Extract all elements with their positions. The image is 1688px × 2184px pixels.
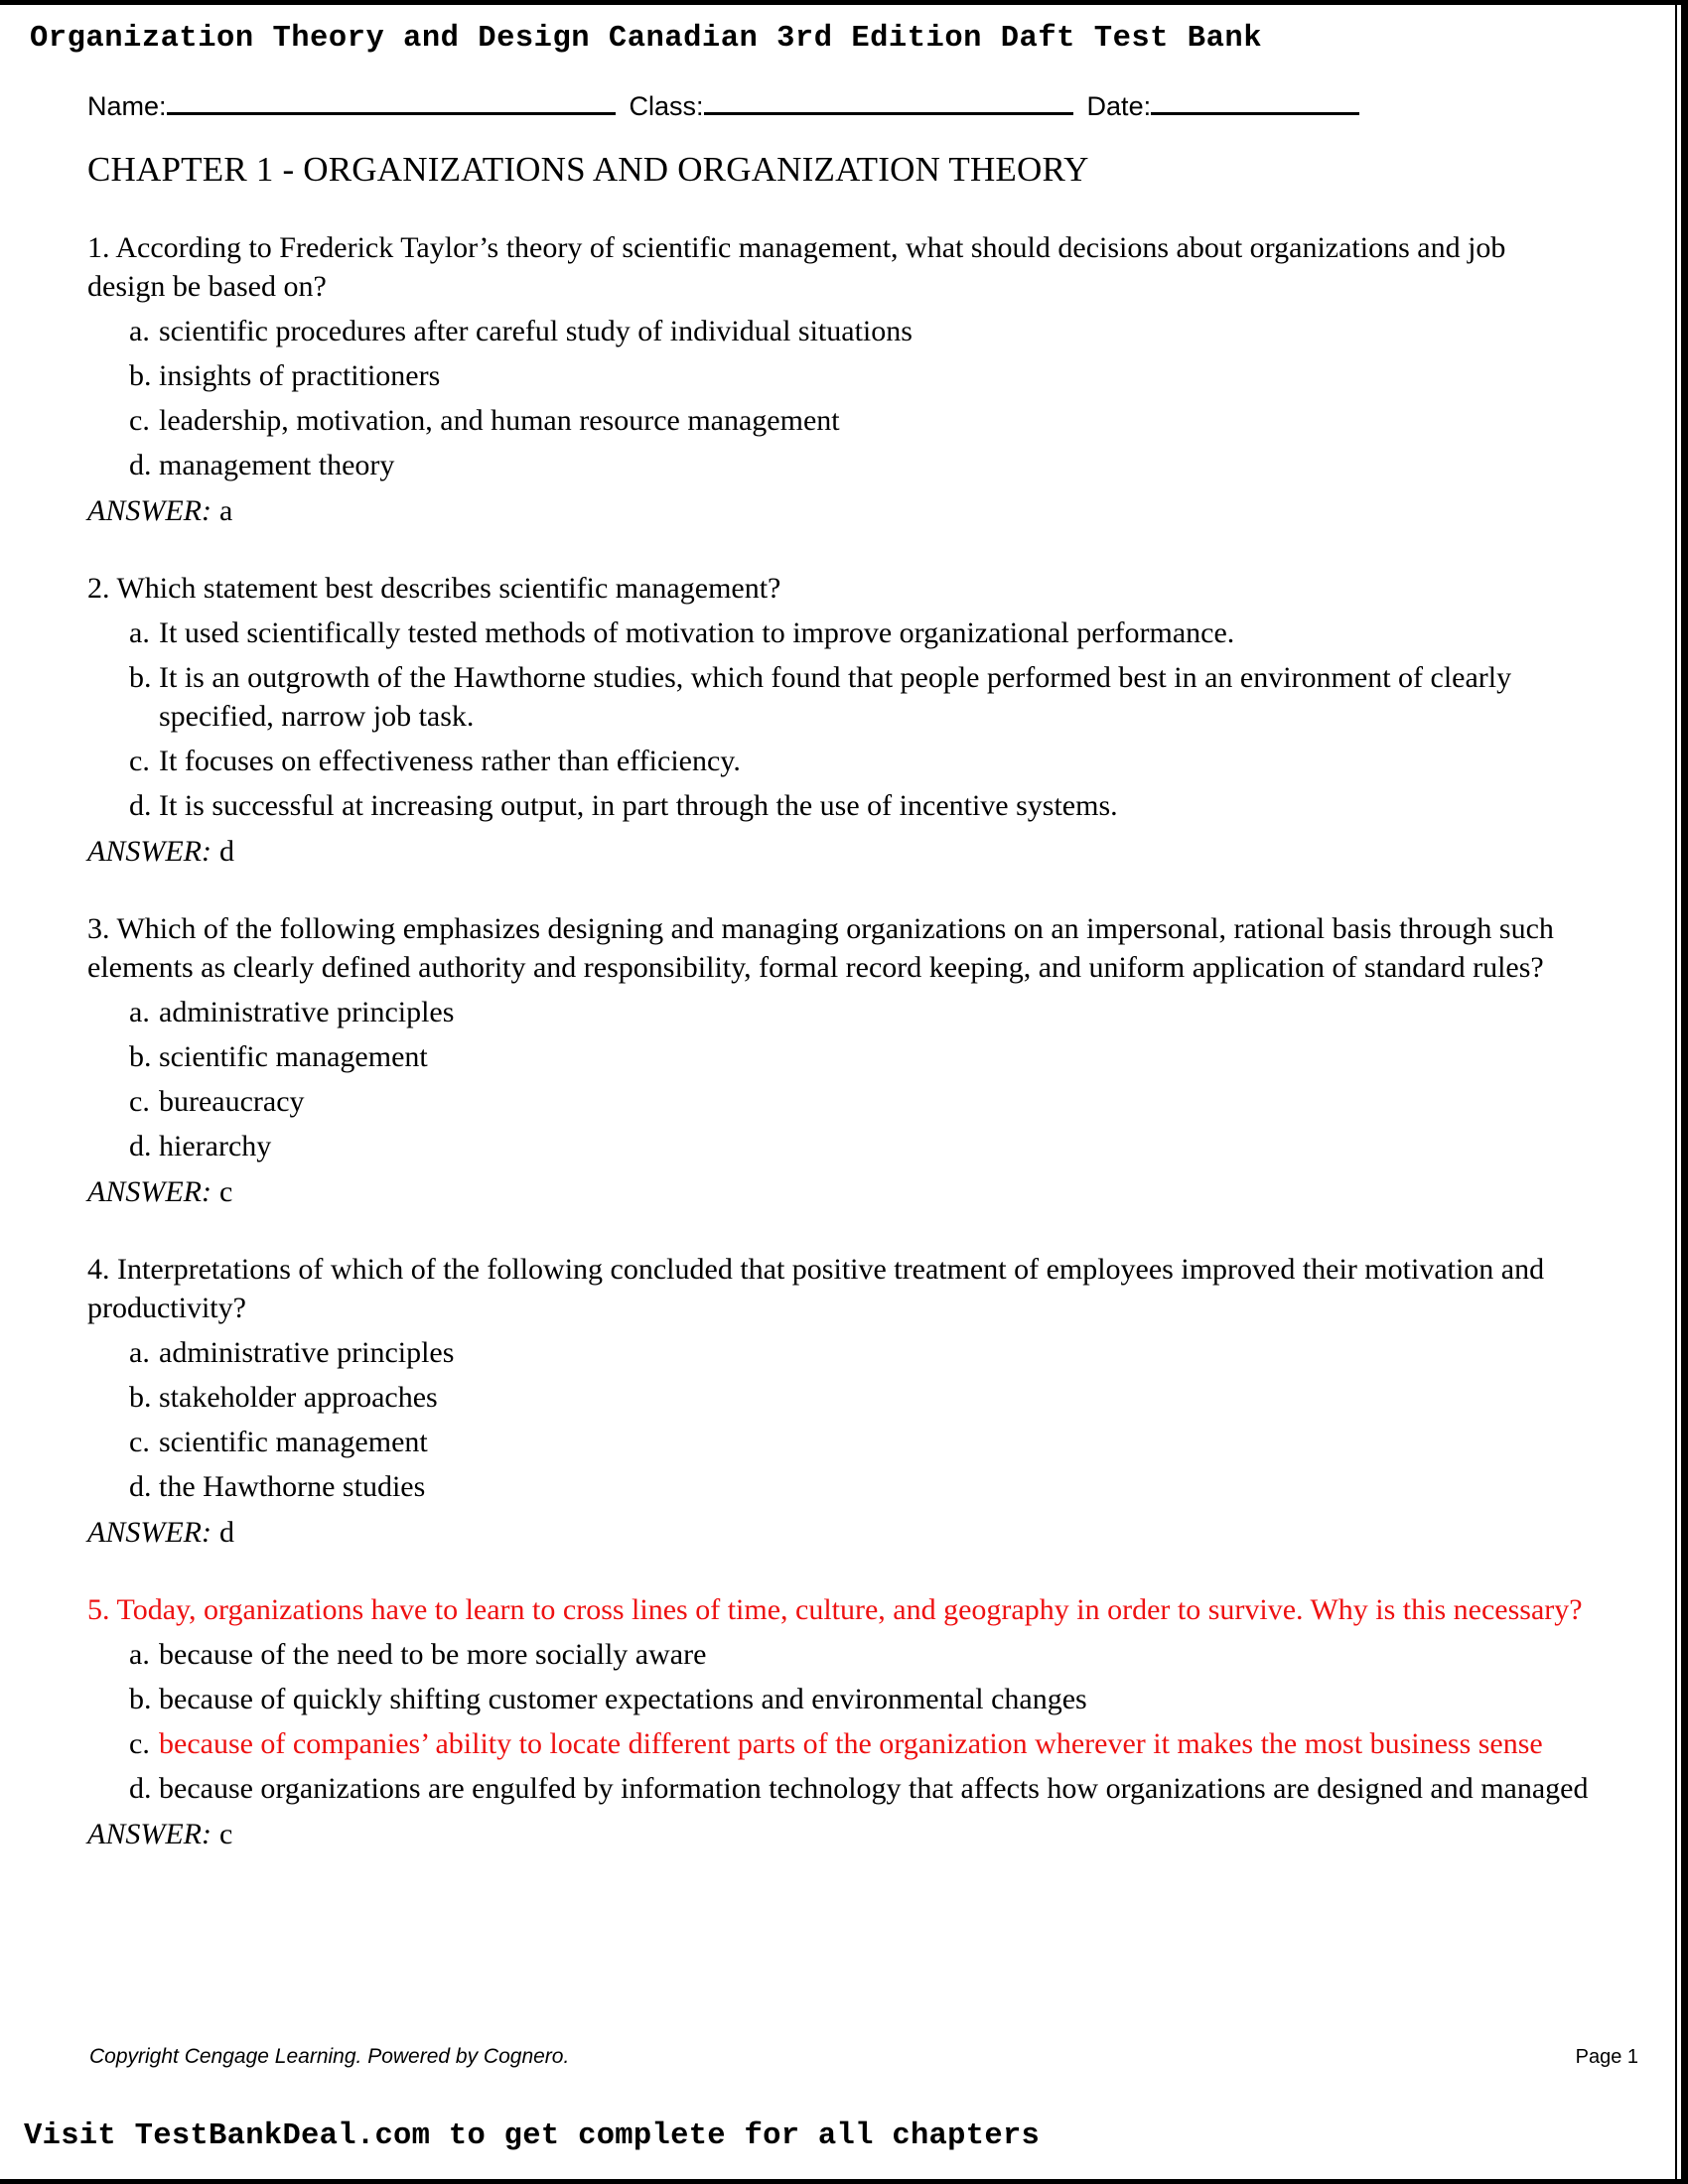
- choice-option[interactable]: [87, 786, 1589, 825]
- answer-line: [87, 835, 1654, 869]
- date-label: Date:: [1086, 91, 1152, 121]
- choice-marker: b.: [129, 1683, 152, 1716]
- choice-list: [87, 312, 1654, 484]
- question-stem: 5. Today, organizations have to learn to cross lines of time, culture, and geography in order to survive. Why is this necessary?: [87, 1592, 1583, 1626]
- answer-value: d: [218, 835, 234, 869]
- choice-option[interactable]: [87, 1082, 1589, 1121]
- choice-option[interactable]: [87, 993, 1589, 1031]
- choice-option[interactable]: [87, 312, 1589, 350]
- choice-option[interactable]: [87, 1680, 1589, 1718]
- choice-marker: d.: [129, 1130, 152, 1163]
- choice-option[interactable]: [87, 1724, 1589, 1763]
- chapter-heading: CHAPTER 1 - ORGANIZATIONS AND ORGANIZATION THEORY: [87, 150, 1089, 189]
- question-stem: 3. Which of the following emphasizes designing and managing organizations on an impersonal, rational basis through such elements as clearly defined authority and responsibility, formal record keeping, and uniform application of standard rules?: [87, 912, 1554, 984]
- choice-text: administrative principles: [159, 1335, 455, 1369]
- choice-marker: a.: [129, 616, 150, 650]
- choice-text: insights of practitioners: [159, 359, 441, 393]
- choice-option[interactable]: [87, 1635, 1589, 1674]
- choice-option[interactable]: [87, 658, 1589, 736]
- choice-text: scientific management: [159, 1040, 428, 1074]
- answer-value: c: [218, 1818, 233, 1851]
- choice-marker: c.: [129, 1425, 150, 1458]
- question-list: [24, 229, 1654, 1851]
- question-block: [24, 1251, 1654, 1550]
- choice-text: administrative principles: [159, 996, 455, 1029]
- question-block: [24, 229, 1654, 528]
- choice-marker: a.: [129, 996, 150, 1029]
- choice-text: because of quickly shifting customer expectations and environmental changes: [159, 1683, 1087, 1716]
- choice-text: scientific management: [159, 1425, 428, 1458]
- choice-option[interactable]: [87, 401, 1589, 440]
- answer-label: ANSWER:: [87, 1175, 211, 1209]
- choice-marker: c.: [129, 745, 150, 778]
- choice-text: because of the need to be more socially aware: [159, 1638, 707, 1672]
- question-stem: 4. Interpretations of which of the following concluded that positive treatment of employees improved their motivation and productivity?: [87, 1253, 1545, 1324]
- choice-option[interactable]: [87, 742, 1589, 780]
- choice-option[interactable]: [87, 1037, 1589, 1076]
- choice-text: It focuses on effectiveness rather than efficiency.: [159, 745, 741, 778]
- choice-list: [87, 1333, 1654, 1506]
- choice-option[interactable]: [87, 1467, 1589, 1506]
- choice-marker: d.: [129, 1469, 152, 1503]
- name-field-rule[interactable]: [167, 111, 616, 115]
- choice-option[interactable]: [87, 1423, 1589, 1461]
- answer-label: ANSWER:: [87, 494, 211, 528]
- choice-text: scientific procedures after careful study of individual situations: [159, 315, 913, 348]
- choice-text: the Hawthorne studies: [159, 1469, 426, 1503]
- choice-text: It is an outgrowth of the Hawthorne studies, which found that people performed best in an environment of clearly specified, narrow job task.: [159, 661, 1512, 734]
- choice-marker: d.: [129, 1772, 152, 1806]
- question-stem: 2. Which statement best describes scientific management?: [87, 572, 781, 606]
- answer-line: [87, 494, 1654, 528]
- student-info-line: [24, 56, 1654, 120]
- question-block: [24, 910, 1654, 1209]
- choice-marker: d.: [129, 449, 152, 482]
- answer-label: ANSWER:: [87, 835, 211, 869]
- name-label: Name:: [87, 91, 167, 121]
- choice-option[interactable]: [87, 446, 1589, 484]
- choice-marker: b.: [129, 1040, 152, 1074]
- top-banner-title: Organization Theory and Design Canadian 3rd Edition Daft Test Bank: [30, 22, 1262, 56]
- choice-text: bureaucracy: [159, 1085, 305, 1119]
- choice-marker: c.: [129, 1727, 150, 1761]
- choice-list: [87, 993, 1654, 1165]
- choice-text: because of companies’ ability to locate different parts of the organization wherever it makes the most business sense: [159, 1727, 1543, 1761]
- choice-option[interactable]: [87, 1769, 1589, 1808]
- choice-marker: c.: [129, 1085, 150, 1119]
- page-footer: [0, 2045, 1688, 2069]
- question-block: [24, 1591, 1654, 1851]
- copyright-notice: Copyright Cengage Learning. Powered by Cognero.: [89, 2045, 570, 2068]
- choice-marker: c.: [129, 404, 150, 438]
- choice-text: management theory: [159, 449, 395, 482]
- class-field-rule[interactable]: [704, 111, 1073, 115]
- choice-marker: b.: [129, 1380, 152, 1414]
- choice-text: hierarchy: [159, 1130, 272, 1163]
- choice-marker: a.: [129, 315, 150, 348]
- answer-line: [87, 1516, 1654, 1550]
- answer-label: ANSWER:: [87, 1515, 211, 1549]
- choice-list: [87, 1635, 1654, 1808]
- choice-list: [87, 614, 1654, 825]
- choice-text: It used scientifically tested methods of motivation to improve organizational performance.: [159, 616, 1235, 650]
- answer-value: a: [218, 494, 233, 528]
- choice-marker: a.: [129, 1638, 150, 1672]
- choice-text: because organizations are engulfed by information technology that affects how organizations are designed and managed: [159, 1772, 1589, 1806]
- choice-marker: b.: [129, 661, 152, 695]
- choice-text: leadership, motivation, and human resource management: [159, 404, 840, 438]
- answer-value: d: [218, 1515, 234, 1549]
- choice-marker: b.: [129, 359, 152, 393]
- choice-option[interactable]: [87, 1333, 1589, 1372]
- choice-text: stakeholder approaches: [159, 1380, 438, 1414]
- choice-option[interactable]: [87, 1378, 1589, 1417]
- choice-option[interactable]: [87, 1127, 1589, 1165]
- answer-line: [87, 1175, 1654, 1209]
- date-field-rule[interactable]: [1151, 111, 1359, 115]
- answer-line: [87, 1818, 1654, 1851]
- question-block: [24, 570, 1654, 869]
- choice-marker: a.: [129, 1335, 150, 1369]
- choice-text: It is successful at increasing output, in part through the use of incentive systems.: [159, 789, 1118, 823]
- choice-marker: d.: [129, 789, 152, 823]
- class-label: Class:: [629, 91, 704, 121]
- bottom-banner-promo: Visit TestBankDeal.com to get complete for all chapters: [24, 2119, 1041, 2153]
- page-number: Page 1: [1575, 2046, 1638, 2068]
- choice-option[interactable]: [87, 356, 1589, 395]
- question-stem: 1. According to Frederick Taylor’s theory of scientific management, what should decisions about organizations and job design be based on?: [87, 231, 1506, 303]
- answer-label: ANSWER:: [87, 1818, 211, 1851]
- choice-option[interactable]: [87, 614, 1589, 652]
- answer-value: c: [218, 1175, 233, 1209]
